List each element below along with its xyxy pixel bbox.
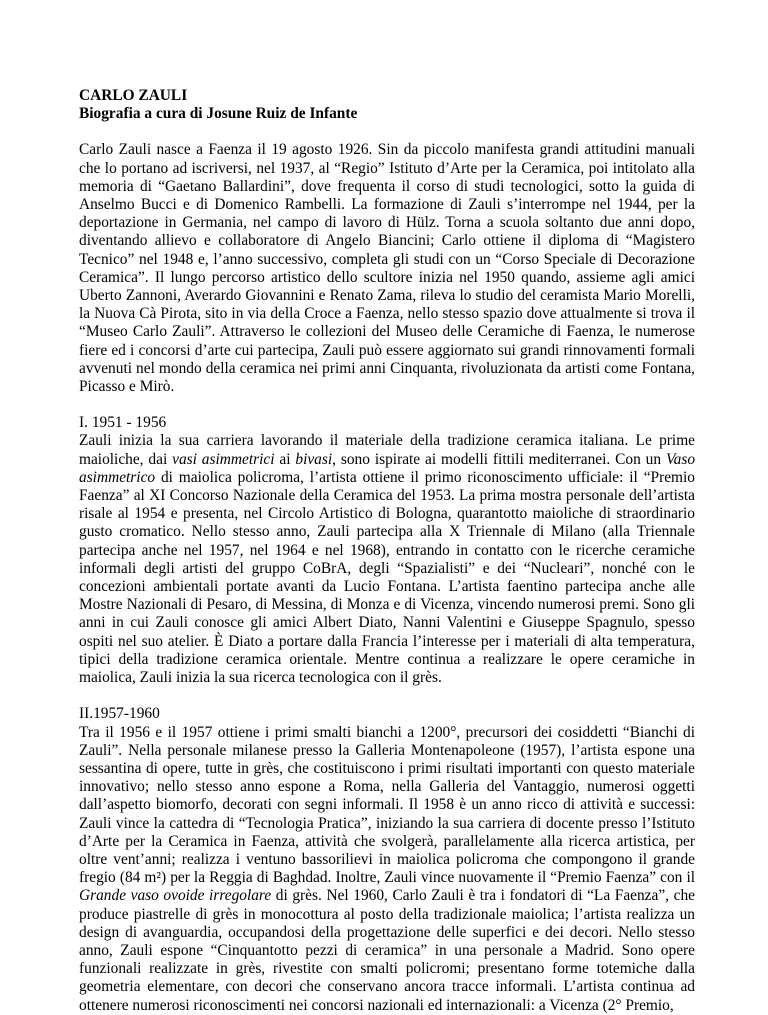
section-1-text: , sono ispirate ai modelli fittili mediterranei. Con un: [332, 450, 666, 468]
document-subtitle: Biografia a cura di Josune Ruiz de Infante: [79, 105, 358, 123]
section-1-text: ai: [274, 450, 296, 468]
section-1-heading: I. 1951 - 1956: [79, 414, 167, 432]
section-1-italic-term: bivasi: [295, 450, 333, 468]
section-1-text: di maiolica policroma, l’artista ottiene il primo riconoscimento ufficiale: il “Premio Faenza” al XI Concorso Nazionale della Ceramica del 1953. La prima mostra personale dell’artista risale al 1954 e presenta, nel Circolo Artistico di Bologna, quarantotto maioliche di straordinario gusto cromatico. Nello stesso anno, Zauli partecipa alla X Triennale di Milano (alla Triennale partecipa anche nel 1957, nel 1964 e nel 1968), entrando in contatto con le ricerche ceramiche informali degli artisti del gruppo CoBrA, degli “Spazialisti” e dei “Nucleari”, nonché con le concezioni ambientali portate avanti da Lucio Fontana. L’artista faentino partecipa anche alle Mostre Nazionali di Pesaro, di Messina, di Monza e di Vicenza, vincendo numerosi premi. Sono gli anni in cui Zauli conosce gli amici Albert Diato, Nanni Valentini e Giuseppe Spagnulo, spesso ospiti nel suo atelier. È Diato a portare dalla Francia l’interesse per i materiali di alta temperatura, tipici della tradizione ceramica orientale. Mentre continua a realizzare le opere ceramiche in maiolica, Zauli inizia la sua ricerca tecnologica con il grès.: [79, 468, 695, 687]
section-2-paragraph: [79, 705, 695, 1014]
document-title: CARLO ZAULI: [79, 87, 188, 104]
intro-paragraph: Carlo Zauli nasce a Faenza il 19 agosto 1926. Sin da piccolo manifesta grandi attitudini manuali che lo portano ad iscriversi, nel 1937, al “Regio” Istituto d’Arte per la Ceramica, poi intitolato alla memoria di “Gaetano Ballardini”, dove frequenta il corso di studi tecnologici, sotto la guida di Anselmo Bucci e di Domenico Rambelli. La formazione di Zauli s’interrompe nel 1944, per la deportazione in Germania, nel campo di lavoro di Hülz. Torna a scuola soltanto due anni dopo, diventando allievo e collaboratore di Angelo Biancini; Carlo ottiene il diploma di “Magistero Tecnico” nel 1948 e, l’anno successivo, completa gli studi con un “Corso Speciale di Decorazione Ceramica”. Il lungo percorso artistico dello scultore inizia nel 1950 quando, assieme agli amici Uberto Zannoni, Averardo Giovannini e Renato Zama, rileva lo studio del ceramista Mario Morelli, la Nuova Cà Pirota, sito in via della Croce a Faenza, nello stesso spazio dove attualmente si trova il “Museo Carlo Zauli”. Attraverso le collezioni del Museo delle Ceramiche di Faenza, le numerose fiere ed i concorsi d’arte cui partecipa, Zauli può essere aggiornato sui grandi rinnovamenti formali avvenuti nel mondo della ceramica nei primi anni Cinquanta, rivoluzionata da artisti come Fontana, Picasso e Mirò.: [79, 141, 695, 396]
section-1-italic-term: vasi asimmetrici: [172, 450, 275, 468]
section-2-text: di grès. Nel 1960, Carlo Zauli è tra i fondatori di “La Faenza”, che produce piastrelle di grès in monocottura al posto della tradizionale maiolica; l’artista realizza un design di avanguardia, occupandosi della progettazione delle superfici e dei decori. Nello stesso anno, Zauli espone “Cinquantotto pezzi di ceramica” in una personale a Madrid. Sono opere funzionali realizzate in grès, rivestite con smalti policromi; presentano forme totemiche dalla geometria elementare, con decori che conservano ancora tracce informali. L’artista continua ad ottenere numerosi riconoscimenti nei concorsi nazionali ed internazionali: a Vicenza (2° Premio,: [79, 887, 695, 1014]
section-2-text: Tra il 1956 e il 1957 ottiene i primi smalti bianchi a 1200°, precursori dei cosiddetti “Bianchi di Zauli”. Nella personale milanese presso la Galleria Montenapoleone (1957), l’artista espone una sessantina di opere, tutte in grès, che costituiscono i primi risultati importanti con questo materiale innovativo; nello stesso anno espone a Roma, nella Galleria del Vantaggio, numerosi oggetti dall’aspetto biomorfo, decorati con segni informali. Il 1958 è un anno ricco di attività e successi: Zauli vince la cattedra di “Tecnologia Pratica”, iniziando la sua carriera di docente presso l’Istituto d’Arte per la Ceramica in Faenza, attività che svolgerà, parallelamente alla ricerca artistica, per oltre vent’anni; realizza i ventuno bassorilievi in maiolica policroma che compongono il grande fregio (84 m²) per la Reggia di Baghdad. Inoltre, Zauli vince nuovamente il “Premio Faenza” con il: [79, 723, 695, 887]
section-2-italic-term: Grande vaso ovoide irregolare: [79, 887, 272, 905]
section-1-paragraph: [79, 414, 695, 687]
section-2-heading: II.1957-1960: [79, 705, 160, 723]
section-1-text: Zauli inizia la sua carriera lavorando il materiale della tradizione ceramica italiana. Le prime maioliche, dai: [79, 432, 695, 468]
section-1-italic-term: Vaso asimmetrico: [79, 450, 696, 486]
